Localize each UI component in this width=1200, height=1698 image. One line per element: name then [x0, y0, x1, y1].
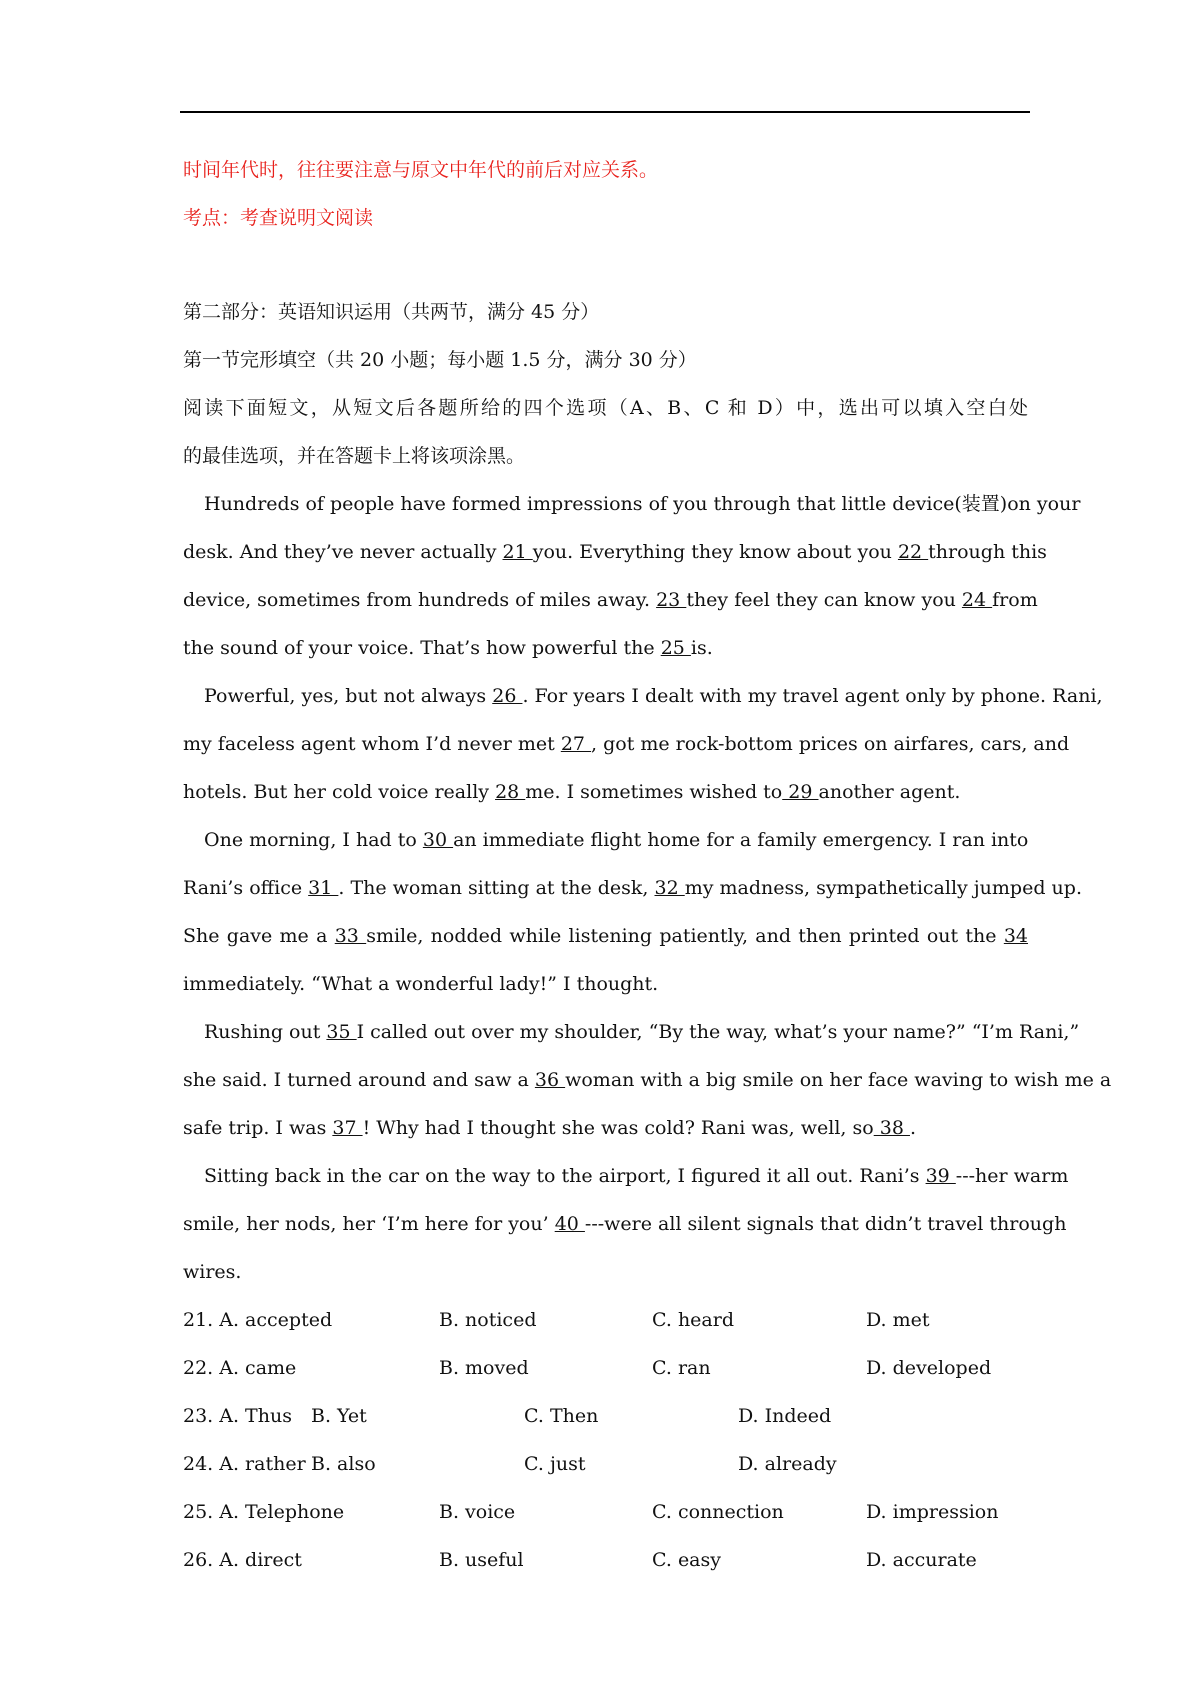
q23-option-b: B. Yet [311, 1405, 367, 1427]
q22-option-a: 22. A. came [183, 1357, 297, 1379]
q26-option-a: 26. A. direct [183, 1549, 302, 1571]
note-line-2: 考点：考查说明文阅读 [183, 207, 374, 229]
instruction-line-2: 的最佳选项，并在答题卡上将该项涂黑。 [183, 445, 526, 467]
q26-option-c: C. easy [652, 1549, 721, 1571]
q22-option-c: C. ran [652, 1357, 711, 1379]
blank-40: 40 [554, 1213, 585, 1235]
q21-option-c: C. heard [652, 1309, 734, 1331]
p3-line-3: She gave me a 33 smile, nodded while listening patiently, and then printed out the 34 [183, 925, 1029, 947]
p1-line-1: Hundreds of people have formed impressions of you through that little device(装置)on your [204, 493, 1081, 515]
q22-option-d: D. developed [866, 1357, 992, 1379]
p2-line-1: Powerful, yes, but not always 26 . For years I dealt with my travel agent only by phone. Rani, [204, 685, 1103, 707]
q24-option-c: C. just [524, 1453, 586, 1475]
blank-26: 26 [492, 685, 523, 707]
q23-option-a: 23. A. Thus [183, 1405, 292, 1427]
p4-line-1: Rushing out 35 I called out over my shoulder, “By the way, what’s your name?” “I’m Rani,” [204, 1021, 1080, 1043]
q23-option-d: D. Indeed [738, 1405, 832, 1427]
blank-24: 24 [961, 589, 993, 611]
p3-line-4: immediately. “What a wonderful lady!” I thought. [183, 973, 659, 995]
blank-31: 31 [308, 877, 339, 899]
q21-option-d: D. met [866, 1309, 930, 1331]
blank-30: 30 [422, 829, 454, 851]
q26-option-d: D. accurate [866, 1549, 977, 1571]
p5-line-3: wires. [183, 1261, 242, 1283]
q24-option-d: D. already [738, 1453, 837, 1475]
part-title: 第二部分：英语知识运用（共两节，满分 45 分） [183, 301, 600, 323]
blank-36: 36 [534, 1069, 566, 1091]
p3-line-2: Rani’s office 31 . The woman sitting at the desk, 32 my madness, sympathetically jumped up. [183, 877, 1082, 899]
p3-line-1: One morning, I had to 30 an immediate flight home for a family emergency. I ran into [204, 829, 1029, 851]
blank-22: 22 [897, 541, 929, 563]
p2-line-2: my faceless agent whom I’d never met 27 , got me rock-bottom prices on airfares, cars, and [183, 733, 1070, 755]
q25-option-a: 25. A. Telephone [183, 1501, 345, 1523]
blank-25: 25 [660, 637, 691, 659]
note-line-1: 时间年代时，往往要注意与原文中年代的前后对应关系。 [183, 159, 659, 181]
blank-28: 28 [495, 781, 526, 803]
q21-option-b: B. noticed [439, 1309, 537, 1331]
p1-line-3: device, sometimes from hundreds of miles away. 23 they feel they can know you 24 from [183, 589, 1038, 611]
q24-option-b: B. also [311, 1453, 376, 1475]
blank-34: 34 [1003, 925, 1029, 947]
p1-line-4: the sound of your voice. That’s how powerful the 25 is. [183, 637, 713, 659]
blank-39: 39 [925, 1165, 956, 1187]
blank-32: 32 [654, 877, 685, 899]
header-rule [180, 111, 1030, 113]
blank-37: 37 [332, 1117, 363, 1139]
q25-option-c: C. connection [652, 1501, 784, 1523]
q24-option-a: 24. A. rather [183, 1453, 306, 1475]
blank-38: 38 [873, 1117, 910, 1139]
sub-title: 第一节完形填空（共 20 小题；每小题 1.5 分，满分 30 分） [183, 349, 697, 371]
blank-33: 33 [334, 925, 367, 947]
p1-line-2: desk. And they’ve never actually 21 you. Everything they know about you 22 through this [183, 541, 1047, 563]
q25-option-d: D. impression [866, 1501, 999, 1523]
p2-line-3: hotels. But her cold voice really 28 me. I sometimes wished to 29 another agent. [183, 781, 961, 803]
p4-line-3: safe trip. I was 37 ! Why had I thought she was cold? Rani was, well, so 38 . [183, 1117, 917, 1139]
instruction-line-1: 阅读下面短文，从短文后各题所给的四个选项（A、B、C 和 D）中，选出可以填入空白处 [183, 397, 1028, 419]
q26-option-b: B. useful [439, 1549, 524, 1571]
q23-option-c: C. Then [524, 1405, 599, 1427]
blank-27: 27 [560, 733, 592, 755]
p4-line-2: she said. I turned around and saw a 36 woman with a big smile on her face waving to wish me a [183, 1069, 1112, 1091]
blank-29: 29 [782, 781, 819, 803]
blank-23: 23 [656, 589, 687, 611]
q25-option-b: B. voice [439, 1501, 516, 1523]
p5-line-2: smile, her nods, her ‘I’m here for you’ 40 ---were all silent signals that didn’t travel through [183, 1213, 1067, 1235]
p5-line-1: Sitting back in the car on the way to the airport, I figured it all out. Rani’s 39 ---her warm [204, 1165, 1069, 1187]
q22-option-b: B. moved [439, 1357, 529, 1379]
blank-35: 35 [326, 1021, 357, 1043]
blank-21: 21 [502, 541, 533, 563]
q21-option-a: 21. A. accepted [183, 1309, 333, 1331]
